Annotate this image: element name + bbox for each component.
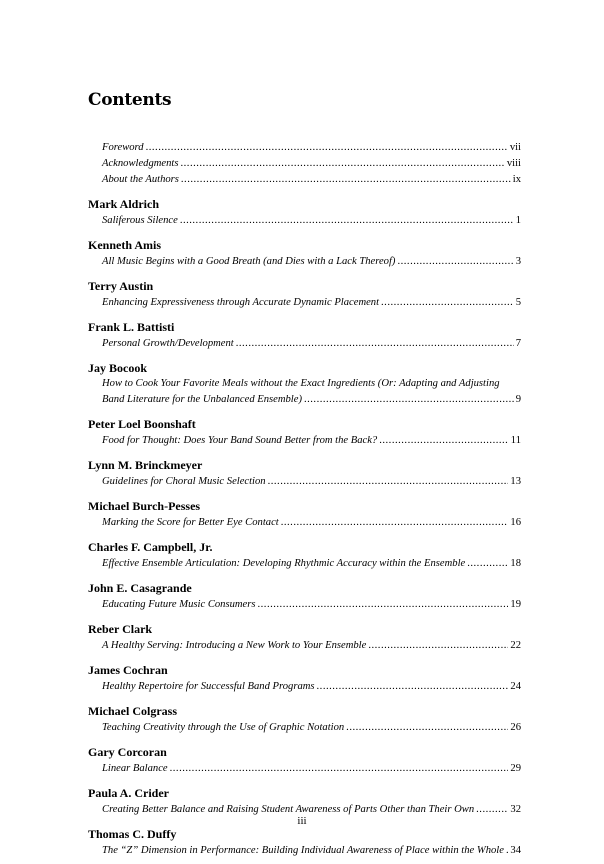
page-number: iii [297,815,307,827]
author-name: Terry Austin [88,279,154,293]
toc-entry [88,826,521,858]
toc-page: 24 [510,681,521,692]
toc-title: Enhancing Expressiveness through Accurate Dynamic Placement [102,297,380,308]
author-name: Paula A. Crider [88,786,169,800]
toc-page: 5 [515,297,521,308]
dot-leader [304,392,514,407]
author-name: James Cochran [88,663,168,677]
toc-entry [88,539,521,571]
toc-page: 19 [510,599,521,610]
toc-page: 16 [510,517,521,528]
toc-page: 13 [510,476,521,487]
front-matter-list [88,140,521,187]
author-name: Frank L. Battisti [88,320,175,334]
toc-title: Saliferous Silence [102,215,178,226]
toc-page: 29 [510,763,521,774]
toc-row[interactable] [88,213,521,228]
toc-page: 1 [515,215,521,226]
toc-entry [88,744,521,776]
toc-row[interactable] [88,556,521,571]
toc-title: Educating Future Music Consumers [102,599,256,610]
toc-title: Acknowledgments [102,158,179,169]
toc-row-foreword[interactable] [88,140,521,155]
dot-leader [181,172,511,187]
dot-leader [368,638,508,653]
toc-title: Teaching Creativity through the Use of Graphic Notation [102,722,345,733]
toc-title: Foreword [102,142,144,153]
toc-page: vii [509,142,521,153]
dot-leader [317,679,509,694]
toc-entry [88,360,521,407]
dot-leader [397,254,513,269]
table-of-contents [88,140,521,858]
toc-title: Band Literature for the Unbalanced Ensemble) [102,394,302,405]
toc-entry [88,621,521,653]
dot-leader [281,515,509,530]
toc-row[interactable] [88,679,521,694]
toc-entry [88,319,521,351]
toc-entry [88,416,521,448]
dot-leader [146,140,508,155]
toc-title: About the Authors [102,174,179,185]
author-name: Jay Bocook [88,361,148,375]
dot-leader [268,474,509,489]
toc-row[interactable] [88,597,521,612]
toc-entry [88,785,521,817]
toc-row[interactable] [88,295,521,310]
dot-leader [181,156,505,171]
author-name: John E. Casagrande [88,581,192,595]
toc-title: Marking the Score for Better Eye Contact [102,517,279,528]
toc-entry [88,580,521,612]
toc-entry [88,457,521,489]
dot-leader [381,295,514,310]
toc-row[interactable] [88,392,521,407]
toc-page: 22 [510,640,521,651]
toc-row[interactable] [88,474,521,489]
toc-row[interactable] [88,843,521,858]
author-name: Peter Loel Boonshaft [88,417,196,431]
author-name: Mark Aldrich [88,197,159,211]
toc-page: 3 [515,256,521,267]
dot-leader [170,761,509,776]
toc-title: Creating Better Balance and Raising Student Awareness of Parts Other than Their Own [102,804,475,815]
author-name: Thomas C. Duffy [88,827,177,841]
toc-page: 34 [510,845,521,856]
toc-page: 26 [510,722,521,733]
author-name: Lynn M. Brinckmeyer [88,458,203,472]
toc-page: 32 [510,804,521,815]
toc-row[interactable] [88,254,521,269]
page-title: Contents [88,90,172,110]
toc-title: Effective Ensemble Articulation: Developing Rhythmic Accuracy within the Ensemble [102,558,466,569]
toc-row-acknowledgments[interactable] [88,156,521,171]
toc-title: Personal Growth/Development [102,338,234,349]
author-name: Charles F. Campbell, Jr. [88,540,213,554]
toc-title: Healthy Repertoire for Successful Band Programs [102,681,315,692]
toc-page: 9 [515,394,521,405]
toc-row[interactable] [88,761,521,776]
toc-page: 7 [515,338,521,349]
toc-title: All Music Begins with a Good Breath (and Dies with a Lack Thereof) [102,256,396,267]
toc-title: Guidelines for Choral Music Selection [102,476,266,487]
dot-leader [258,597,509,612]
author-name: Gary Corcoran [88,745,167,759]
toc-row[interactable] [88,720,521,735]
toc-entry [88,237,521,269]
author-name: Reber Clark [88,622,153,636]
toc-title: The “Z” Dimension in Performance: Building Individual Awareness of Place within the Whole [102,845,504,856]
toc-row[interactable] [88,433,521,448]
toc-row[interactable] [88,638,521,653]
dot-leader [467,556,508,571]
toc-page: 18 [510,558,521,569]
toc-entry [88,662,521,694]
dot-leader [346,720,508,735]
author-name: Kenneth Amis [88,238,162,252]
author-name: Michael Burch-Pesses [88,499,201,513]
toc-row-about-authors[interactable] [88,172,521,187]
dot-leader [506,843,508,858]
dot-leader [180,213,514,228]
toc-title-line[interactable]: How to Cook Your Favorite Meals without the Exact Ingredients (Or: Adapting and Adjusting [102,378,500,389]
dot-leader [236,336,514,351]
toc-title: Linear Balance [102,763,168,774]
toc-entry [88,703,521,735]
toc-page: ix [512,174,521,185]
toc-page: viii [506,158,521,169]
dot-leader [379,433,509,448]
toc-entry [88,196,521,228]
author-name: Michael Colgrass [88,704,177,718]
toc-row[interactable] [88,515,521,530]
toc-title: Food for Thought: Does Your Band Sound Better from the Back? [102,435,378,446]
toc-entry [88,498,521,530]
toc-entry [88,278,521,310]
toc-page: 11 [510,435,521,446]
toc-row[interactable] [88,336,521,351]
toc-title: A Healthy Serving: Introducing a New Work to Your Ensemble [102,640,367,651]
